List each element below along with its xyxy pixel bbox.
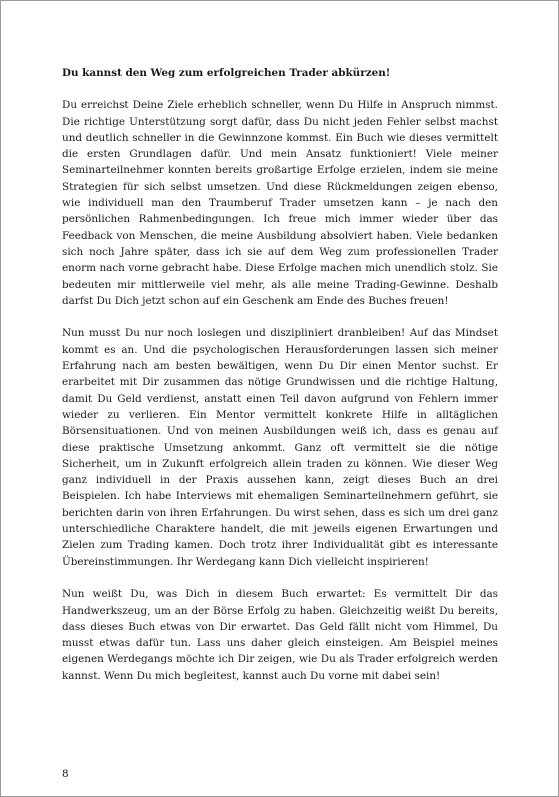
page-content <box>62 65 498 700</box>
section-heading: Du kannst den Weg zum erfolgreichen Trader abkürzen! <box>62 67 391 79</box>
paragraph-1: Du erreichst Deine Ziele erheblich schneller, wenn Du Hilfe in Anspruch nimmst. Die richtige Unterstützung sorgt dafür, dass Du nicht jeden Fehler selbst machst und deutlich schneller in die Gewinnzone kommst. Ein Buch wie dieses vermittelt die ersten Grundlagen dafür. Und mein Ansatz funktioniert! Viele meiner Seminarteilnehmer konnten bereits großartige Erfolge erzielen, indem sie meine Strategien für sich selbst umsetzen. Und diese Rückmeldungen zeigen ebenso, wie individuell man den Traumberuf Trader umsetzen kann – je nach den persönlichen Rahmenbedingungen. Ich freue mich immer wieder über das Feedback von Menschen, die meine Ausbildung absolviert haben. Viele bedanken sich noch Jahre später, dass ich sie auf dem Weg zum professionellen Trader enorm nach vorne gebracht habe. Diese Erfolge machen mich unendlich stolz. Sie bedeuten mir mittlerweile viel mehr, als alle meine Trading-Gewinne. Deshalb darfst Du Dich jetzt schon auf ein Geschenk am Ende des Buches freuen! <box>62 99 498 307</box>
page-number: 8 <box>62 768 69 780</box>
paragraph-2: Nun musst Du nur noch loslegen und diszipliniert dranbleiben! Auf das Mindset kommt es an. Und die psychologischen Herausforderungen lassen sich meiner Erfahrung nach am besten bewältigen, wenn Du Dir einen Mentor suchst. Er erarbeitet mit Dir zusammen das nötige Grundwissen und die richtige Haltung, damit Du Geld verdienst, anstatt einen Teil davon aufgrund von Fehlern immer wieder zu verlieren. Ein Mentor vermittelt konkrete Hilfe in alltäglichen Börsensituationen. Und von meinen Ausbildungen weiß ich, dass es genau auf diese praktische Umsetzung ankommt. Ganz oft vermittelt sie die nötige Sicherheit, um in Zukunft erfolgreich allein traden zu können. Wie dieser Weg ganz individuell in der Praxis aussehen kann, zeigt dieses Buch an drei Beispielen. Ich habe Interviews mit ehemaligen Seminarteilnehmern geführt, sie berichten darin von ihren Erfahrungen. Du wirst sehen, dass es sich um drei ganz unterschiedliche Charaktere handelt, die mit jeweils eigenen Erwartungen und Zielen zum Trading kamen. Doch trotz ihrer Individualität gibt es interessante Übereinstimmungen. Ihr Werdegang kann Dich vielleicht inspirieren! <box>62 327 498 568</box>
paragraph-3: Nun weißt Du, was Dich in diesem Buch erwartet: Es vermittelt Dir das Handwerkszeug, um an der Börse Erfolg zu haben. Gleichzeitig weißt Du bereits, dass dieses Buch etwas von Dir erwartet. Das Geld fällt nicht vom Himmel, Du musst etwas dafür tun. Lass uns daher gleich einsteigen. Am Beispiel meines eigenen Werdegangs möchte ich Dir zeigen, wie Du als Trader erfolgreich werden kannst. Wenn Du mich begleitest, kannst auch Du vorne mit dabei sein! <box>62 588 498 682</box>
